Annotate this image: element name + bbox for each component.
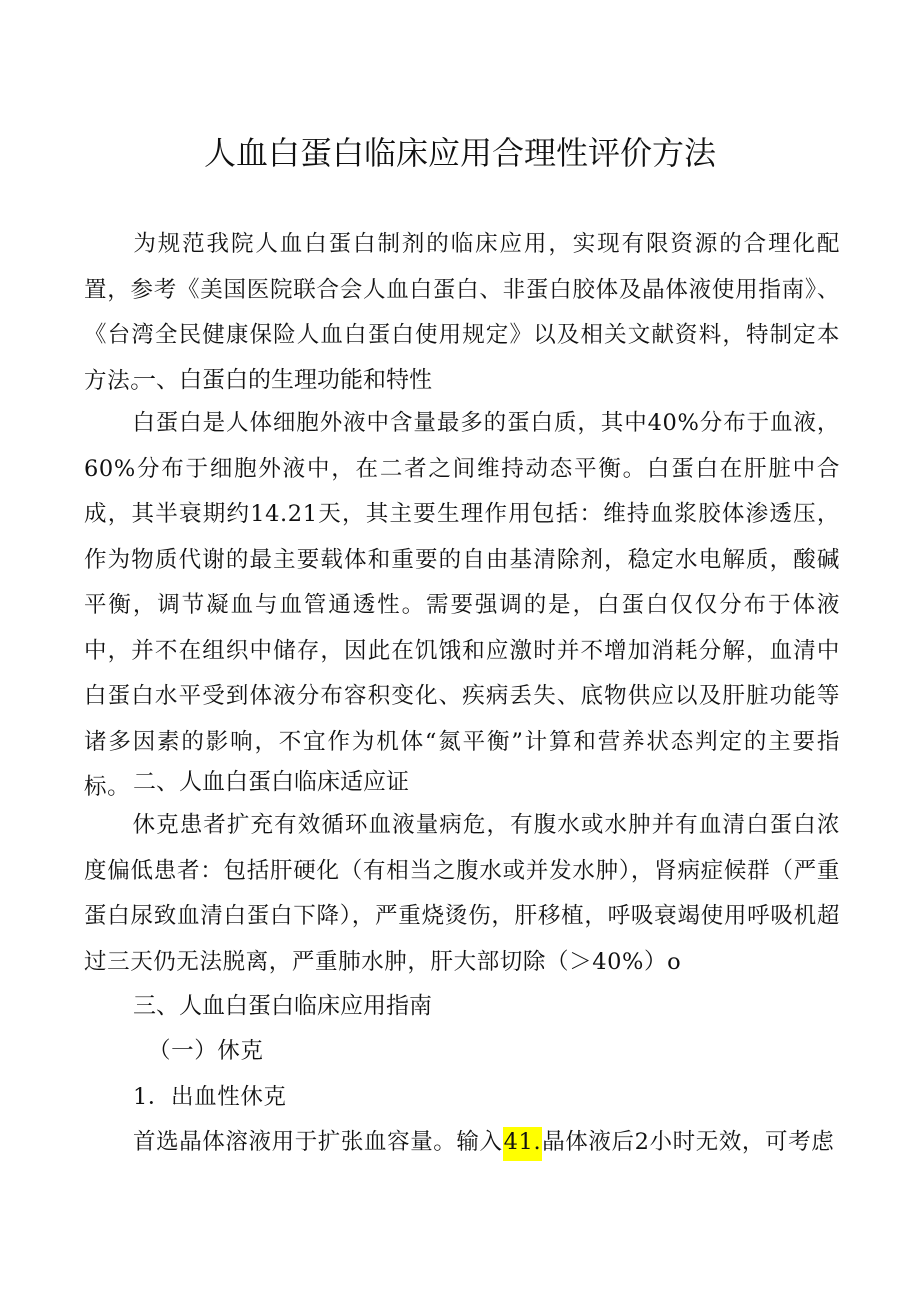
section1-heading: 一、白蛋白的生理功能和特性 [133, 367, 432, 393]
section3-heading: 三、人血白蛋白临床应用指南 [133, 993, 432, 1019]
highlighted-text: 41. [503, 1127, 543, 1161]
section1-text: 白蛋白是人体细胞外液中含量最多的蛋白质，其中40%分布于血液，60%分布于细胞外液中，在二者之间维持动态平衡。白蛋白在肝脏中合成，其半衰期约14.21天，其主要生理作用包括：维持血浆胶体渗透压，作为物质代谢的最主要载体和重要的自由基清除剂，稳定水电解质，酸碱平衡，调节凝血与血管通透性。需要强调的是，白蛋白仅仅分布于体液中，并不在组织中储存，因此在饥饿和应激时并不增加消耗分解，血清中白蛋白水平受到体液分布容积变化、疾病丢失、底物供应以及肝脏功能等诸多因素的影响，不宜作为机体“氮平衡”计算和营养状态判定的主要指标。 [84, 410, 840, 800]
last-line-text-after: 晶体液后2小时无效，可考虑 [542, 1129, 835, 1155]
section1-paragraph [84, 401, 840, 811]
document-title: 人血白蛋白临床应用合理性评价方法 [203, 134, 716, 172]
subsection-shock: （一）休克 [148, 1038, 264, 1064]
item-hemorrhagic-shock: 1．出血性休克 [133, 1084, 287, 1110]
section2-text: 休克患者扩充有效循环血液量病危，有腹水或水肿并有血清白蛋白浓度偏低患者：包括肝硬化（有相当之腹水或并发水肿），肾病症候群（严重蛋白尿致血清白蛋白下降），严重烧烫伤，肝移植，呼吸衰竭使用呼吸机超过三天仍无法脱离，严重肺水肿，肝大部切除（＞40%）o [84, 812, 840, 975]
section2-heading: 二、人血白蛋白临床适应证 [133, 769, 409, 795]
section2-paragraph [84, 803, 840, 985]
intro-text: 为规范我院人血白蛋白制剂的临床应用，实现有限资源的合理化配置，参考《美国医院联合会人血白蛋白、非蛋白胶体及晶体液使用指南》、《台湾全民健康保险人血白蛋白使用规定》以及相关文献资料，特制定本方法。 [84, 231, 840, 394]
last-line-text-before: 首选晶体溶液用于扩张血容量。输入 [133, 1129, 503, 1155]
section3-last-line [133, 1126, 834, 1158]
